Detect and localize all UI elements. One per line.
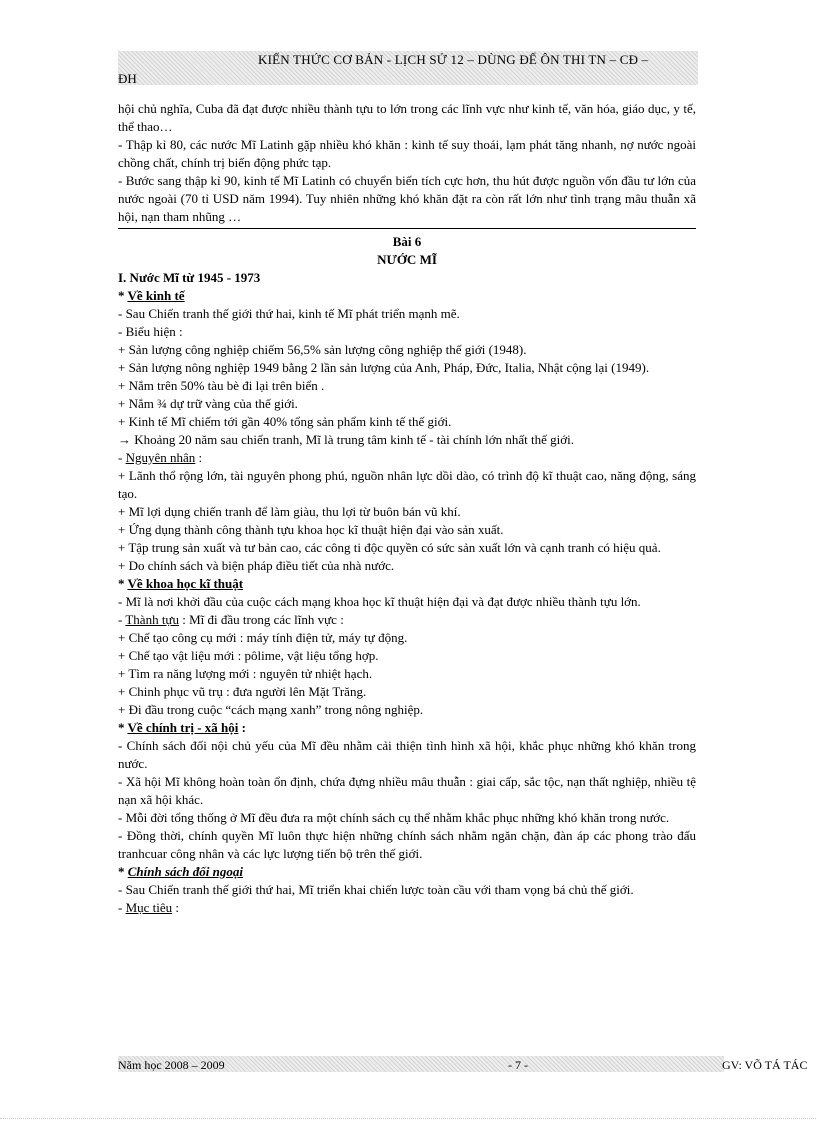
list-item: - Mỗi đời tổng thống ở Mĩ đều đưa ra một chính sách cụ thể nhằm khắc phục những khó khăn trong nước. [118,810,670,825]
list-item: + Tập trung sản xuất và tư bản cao, các công ti độc quyền có sức sản xuất lớn và cạnh tranh có hiệu quả. [118,540,661,555]
page-header-title: KIẾN THỨC CƠ BẢN - LỊCH SỬ 12 – DÙNG ĐỂ ÔN THI TN – CĐ – [258,52,649,67]
list-item: + Ứng dụng thành công thành tựu khoa học kĩ thuật hiện đại vào sản xuất. [118,522,504,537]
colon: : [238,720,246,735]
bullet-star: * [118,288,128,303]
cause-label: Nguyên nhân [125,450,196,465]
colon: : [172,900,180,915]
list-item: + Tìm ra năng lượng mới : nguyên tử nhiệt hạch. [118,666,373,681]
list-item: - Chính sách đối nội chủ yếu của Mĩ đều nhằm cải thiện tình hình xã hội, khắc phục những khó khăn trong nước. [118,738,696,771]
footer-page-number: - 7 - [508,1058,528,1072]
intro-paragraph: - Bước sang thập kỉ 90, kinh tế Mĩ Latinh có chuyển biến tích cực hơn, thu hút được nguồn vốn đầu tư lớn của nước ngoài (70 tỉ USD năm 1994). Tuy nhiên những khó khăn đặt ra còn rất lớn như tình trạng mâu thuẫn xã hội, nạn tham nhũng … [118,173,696,224]
goal-line [118,899,696,917]
subheading-economy [118,287,696,305]
subheading-politics [118,719,696,737]
section-heading: I. Nước Mĩ từ 1945 - 1973 [118,270,261,285]
bullet-star: * [118,720,128,735]
document-body [118,100,696,917]
subheading-science [118,575,696,593]
lesson-title: NƯỚC MĨ [377,252,437,267]
list-item: + Chế tạo vật liệu mới : pôlime, vật liệu tổng hợp. [118,648,379,663]
list-item: + Chế tạo công cụ mới : máy tính điện tử, máy tự động. [118,630,408,645]
goal-label: Mục tiêu [125,900,173,915]
list-item: - Sau Chiến tranh thế giới thứ hai, Mĩ triển khai chiến lược toàn cầu với tham vọng bá chủ thế giới. [118,882,634,897]
bullet-star: * [118,576,128,591]
subheading-label: Về khoa học kĩ thuật [127,576,244,591]
page-bottom-edge [0,1118,816,1119]
cause-line [118,449,696,467]
list-item: → Khoảng 20 năm sau chiến tranh, Mĩ là trung tâm kinh tế - tài chính lớn nhất thế giới. [118,432,575,447]
lesson-number: Bài 6 [392,234,422,249]
page-header-title-cont: ĐH [118,71,137,86]
intro-paragraph: hội chủ nghĩa, Cuba đã đạt được nhiều thành tựu to lớn trong các lĩnh vực như kinh tế, văn hóa, giáo dục, y tế, thể thao… [118,101,696,134]
list-item: - Xã hội Mĩ không hoàn toàn ổn định, chứa đựng nhiều mâu thuẫn : giai cấp, sắc tộc, nạn thất nghiệp, nhiều tệ nạn xã hội khác. [118,774,696,807]
list-item: + Kinh tế Mĩ chiếm tới gần 40% tổng sản phẩm kinh tế thế giới. [118,414,452,429]
achievement-text: : Mĩ đi đầu trong các lĩnh vực : [178,612,344,627]
list-item: + Nắm ¾ dự trữ vàng của thế giới. [118,396,298,411]
section-divider [118,228,696,229]
list-item: - Sau Chiến tranh thế giới thứ hai, kinh tế Mĩ phát triển mạnh mẽ. [118,306,460,321]
list-item: + Nắm trên 50% tàu bè đi lại trên biển . [118,378,325,393]
dash: - [118,900,126,915]
achievement-label: Thành tựu [125,612,179,627]
list-item: - Mĩ là nơi khởi đầu của cuộc cách mạng khoa học kĩ thuật hiện đại và đạt được nhiều thành tựu lớn. [118,594,641,609]
dash: - [118,612,126,627]
list-item: - Đồng thời, chính quyền Mĩ luôn thực hiện những chính sách nhằm ngăn chặn, đàn áp các phong trào đấu tranhcuar công nhân và các lực lượng tiến bộ trên thế giới. [118,828,696,861]
list-item: + Chinh phục vũ trụ : đưa người lên Mặt Trăng. [118,684,367,699]
list-item: + Do chính sách và biện pháp điều tiết của nhà nước. [118,558,395,573]
list-item: + Lãnh thổ rộng lớn, tài nguyên phong phú, nguồn nhân lực dồi dào, có trình độ kĩ thuật cao, năng động, sáng tạo. [118,468,696,501]
list-item: + Mĩ lợi dụng chiến tranh để làm giàu, thu lợi từ buôn bán vũ khí. [118,504,461,519]
list-item: + Đi đầu trong cuộc “cách mạng xanh” trong nông nghiệp. [118,702,424,717]
subheading-foreign [118,863,696,881]
intro-paragraph: - Thập kỉ 80, các nước Mĩ Latinh gặp nhiều khó khăn : kinh tế suy thoái, lạm phát tăng nhanh, nợ nước ngoài chồng chất, chính trị biến động phức tạp. [118,137,696,170]
bullet-star: * [118,864,128,879]
list-item: - Biểu hiện : [118,324,183,339]
footer-author: GV: VÕ TÁ TÁC [722,1058,808,1072]
colon: : [195,450,203,465]
subheading-label: Chính sách đối ngoại [127,864,243,879]
dash: - [118,450,126,465]
achievement-line [118,611,696,629]
list-item: + Sản lượng công nghiệp chiếm 56,5% sản lượng công nghiệp thế giới (1948). [118,342,527,357]
subheading-label: Về kinh tế [127,288,185,303]
list-item: + Sản lượng nông nghiệp 1949 bằng 2 lần sản lượng của Anh, Pháp, Đức, Italia, Nhật cộng lại (1949). [118,360,650,375]
subheading-label: Về chính trị - xã hội [127,720,239,735]
footer-school-year: Năm học 2008 – 2009 [118,1058,225,1072]
